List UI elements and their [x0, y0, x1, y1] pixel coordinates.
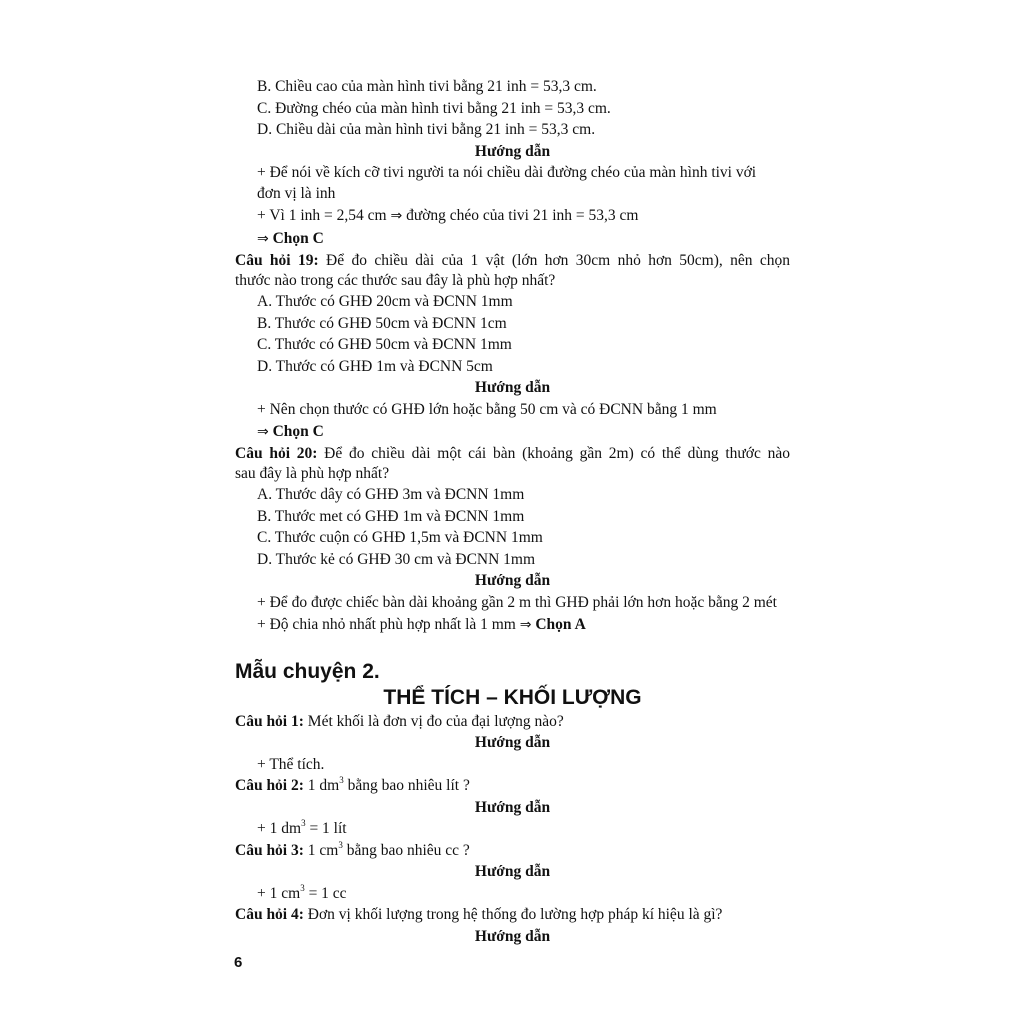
- q1-guide-text: Hướng dẫn: [474, 734, 551, 751]
- q19-answer: [257, 422, 324, 442]
- q20-option-b: B. Thước met có GHĐ 1m và ĐCNN 1mm: [257, 508, 525, 525]
- q3-label: Câu hỏi 3:: [235, 842, 304, 859]
- implies-arrow-icon: ⇒: [257, 424, 269, 440]
- q20-text-1: Để đo chiều dài một cái bàn (khoảng gần 2m) có thể dùng thước nào: [317, 445, 790, 462]
- q20-option-c: C. Thước cuộn có GHĐ 1,5m và ĐCNN 1mm: [257, 529, 543, 546]
- q3-guide-pre: + 1 cm: [257, 885, 301, 902]
- q4-question: [235, 905, 722, 925]
- q3-guide-line-1: [257, 884, 347, 904]
- q2-guide-line-1: [257, 819, 347, 839]
- q18-answer: [257, 229, 324, 249]
- q18-guide-line-1: + Để nói về kích cỡ tivi người ta nói chiều dài đường chéo của màn hình tivi với: [257, 164, 757, 181]
- q3-guide-heading: [235, 862, 790, 882]
- q19-answer-text: Chọn C: [272, 423, 324, 440]
- q2-guide-post: = 1 lít: [305, 820, 347, 837]
- q4-label: Câu hỏi 4:: [235, 906, 304, 923]
- q3-guide-post: = 1 cc: [304, 885, 347, 902]
- q19-guide-text: Hướng dẫn: [474, 379, 551, 396]
- q19-option-c: C. Thước có GHĐ 50cm và ĐCNN 1mm: [257, 336, 512, 353]
- q2-question: [235, 776, 470, 796]
- q20-option-a: A. Thước dây có GHĐ 3m và ĐCNN 1mm: [257, 486, 525, 503]
- q19-option-d: D. Thước có GHĐ 1m và ĐCNN 5cm: [257, 358, 493, 375]
- q18-guide-line-3-pre: + Vì 1 inh = 2,54 cm: [257, 207, 387, 224]
- q19-option-b: B. Thước có GHĐ 50cm và ĐCNN 1cm: [257, 315, 507, 332]
- q4-guide-heading: [235, 927, 790, 947]
- q20-question-line-1: [235, 444, 790, 464]
- q1-question: [235, 712, 564, 732]
- q2-guide-text: Hướng dẫn: [474, 799, 551, 816]
- q4-text: Đơn vị khối lượng trong hệ thống đo lường hợp pháp kí hiệu là gì?: [303, 906, 723, 923]
- q2-text-post: bằng bao nhiêu lít ?: [343, 777, 470, 794]
- q20-guide-text: Hướng dẫn: [474, 572, 551, 589]
- q19-label: Câu hỏi 19:: [235, 252, 319, 269]
- q18-guide-text: Hướng dẫn: [474, 143, 551, 160]
- q18-guide-line-2: đơn vị là inh: [257, 185, 336, 202]
- q18-answer-text: Chọn C: [272, 230, 324, 247]
- q19-guide-heading: [235, 378, 790, 398]
- q3-question: [235, 841, 470, 861]
- q18-option-b: B. Chiều cao của màn hình tivi bằng 21 inh = 53,3 cm.: [257, 78, 597, 95]
- q20-guide-line-2: [257, 615, 586, 635]
- chapter-title: THỂ TÍCH – KHỐI LƯỢNG: [383, 686, 642, 709]
- q2-superscript: 3: [339, 774, 344, 785]
- implies-arrow-icon: ⇒: [519, 617, 532, 633]
- q19-question-line-1: [235, 251, 790, 271]
- implies-arrow-icon: ⇒: [257, 231, 269, 247]
- q1-label: Câu hỏi 1:: [235, 713, 304, 730]
- q19-guide-line-1: + Nên chọn thước có GHĐ lớn hoặc bằng 50 cm và có ĐCNN bằng 1 mm: [257, 401, 717, 418]
- q20-option-d: D. Thước kẻ có GHĐ 30 cm và ĐCNN 1mm: [257, 551, 536, 568]
- q1-guide-line-1: + Thể tích.: [257, 756, 325, 773]
- q20-label: Câu hỏi 20:: [235, 445, 318, 462]
- q1-guide-heading: [235, 733, 790, 753]
- q1-text: Mét khối là đơn vị đo của đại lượng nào?: [303, 713, 564, 730]
- q2-text-pre: 1 dm: [303, 777, 340, 794]
- q20-question-line-2: sau đây là phù hợp nhất?: [235, 465, 390, 482]
- q18-guide-heading: [235, 142, 790, 162]
- q3-guide-text: Hướng dẫn: [474, 863, 551, 880]
- section-heading: Mẫu chuyện 2.: [235, 660, 380, 683]
- q20-guide-line-1: + Để đo được chiếc bàn dài khoảng gần 2 m thì GHĐ phải lớn hơn hoặc bằng 2 mét: [257, 594, 777, 611]
- q19-option-a: A. Thước có GHĐ 20cm và ĐCNN 1mm: [257, 293, 513, 310]
- q2-guide-superscript: 3: [301, 817, 306, 828]
- q3-text-pre: 1 cm: [303, 842, 339, 859]
- q19-question-line-2: thước nào trong các thước sau đây là phù hợp nhất?: [235, 272, 556, 289]
- q3-guide-superscript: 3: [300, 882, 305, 893]
- q3-text-post: bằng bao nhiêu cc ?: [342, 842, 470, 859]
- q18-option-c: C. Đường chéo của màn hình tivi bằng 21 inh = 53,3 cm.: [257, 100, 611, 117]
- q20-answer-text: Chọn A: [535, 616, 586, 633]
- q2-guide-pre: + 1 dm: [257, 820, 302, 837]
- q18-guide-line-3-post: đường chéo của tivi 21 inh = 53,3 cm: [402, 207, 639, 224]
- q4-guide-text: Hướng dẫn: [474, 928, 551, 945]
- q20-guide-line-2-pre: + Độ chia nhỏ nhất phù hợp nhất là 1 mm: [257, 616, 516, 633]
- q3-superscript: 3: [338, 839, 343, 850]
- page-number: 6: [234, 954, 243, 971]
- q2-guide-heading: [235, 798, 790, 818]
- q18-option-d: D. Chiều dài của màn hình tivi bằng 21 inh = 53,3 cm.: [257, 121, 596, 138]
- q2-label: Câu hỏi 2:: [235, 777, 304, 794]
- q20-guide-heading: [235, 571, 790, 591]
- q19-text-1: Để đo chiều dài của 1 vật (lớn hơn 30cm nhỏ hơn 50cm), nên chọn: [318, 252, 790, 269]
- implies-arrow-icon: ⇒: [390, 208, 403, 224]
- q18-guide-line-3: [257, 206, 638, 226]
